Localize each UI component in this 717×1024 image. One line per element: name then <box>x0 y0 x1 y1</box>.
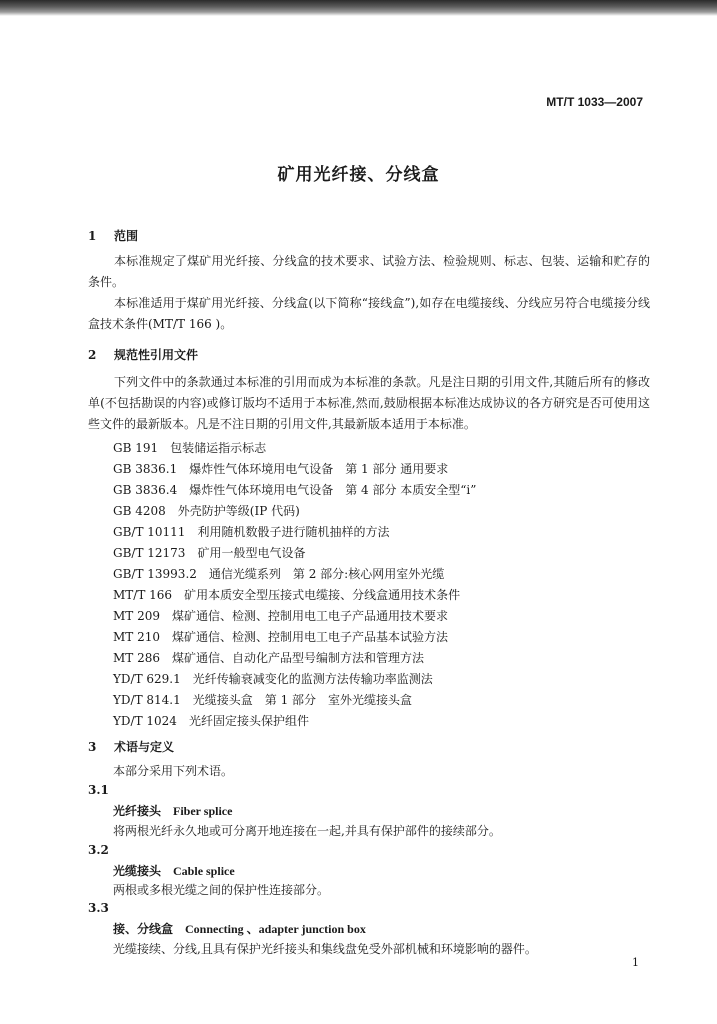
reference-code: GB 191 <box>113 441 159 455</box>
reference-code: MT 210 <box>113 630 161 644</box>
reference-item <box>113 523 389 540</box>
reference-item <box>113 628 448 645</box>
section-1-paragraph-2: 本标准适用于煤矿用光纤接、分线盒(以下简称“接线盒”),如存在电缆接线、分线应另符合电缆接分线盒技术条件(MT/T 166 )。 <box>88 296 650 331</box>
reference-title: 包装储运指示标志 <box>170 441 267 455</box>
section-number: 1 <box>88 229 97 243</box>
section-3-heading <box>88 738 174 755</box>
reference-code: GB/T 13993.2 <box>113 567 197 581</box>
reference-title: 光纤传输衰减变化的监测方法传输功率监测法 <box>192 672 433 686</box>
clause-number: 3.3 <box>88 901 109 915</box>
clause-number: 3.2 <box>88 843 109 857</box>
document-title: 矿用光纤接、分线盒 <box>277 165 440 185</box>
reference-code: GB 3836.4 <box>113 483 178 497</box>
reference-title: 光纤固定接头保护组件 <box>188 714 309 728</box>
term-heading <box>113 862 235 879</box>
reference-code: MT/T 166 <box>113 588 173 602</box>
reference-title: 外壳防护等级(IP 代码) <box>177 504 300 518</box>
section-title: 规范性引用文件 <box>114 348 199 362</box>
section-1-paragraph-1: 本标准规定了煤矿用光纤接、分线盒的技术要求、试验方法、检验规则、标志、包装、运输和贮存的条件。 <box>88 254 650 289</box>
reference-code: MT 209 <box>113 609 161 623</box>
reference-code: GB 3836.1 <box>113 462 178 476</box>
reference-title: 光缆接头盒 第 1 部分 室外光缆接头盒 <box>192 693 413 707</box>
reference-item <box>113 544 305 561</box>
reference-item <box>113 691 412 708</box>
term-cn: 光缆接头 <box>113 864 162 878</box>
reference-code: YD/T 1024 <box>113 714 177 728</box>
reference-title: 煤矿通信、检测、控制用电工电子产品基本试验方法 <box>172 630 449 644</box>
reference-item <box>113 607 448 624</box>
section-title: 范围 <box>114 229 139 243</box>
reference-item <box>113 649 424 666</box>
reference-item <box>113 670 433 687</box>
term-en: Connecting 、adapter junction box <box>185 922 366 936</box>
section-3-intro: 本部分采用下列术语。 <box>113 764 234 778</box>
reference-item <box>113 712 309 729</box>
reference-item <box>113 502 300 519</box>
section-number: 2 <box>88 348 97 362</box>
reference-code: YD/T 814.1 <box>113 693 181 707</box>
term-en: Fiber splice <box>173 804 233 818</box>
term-cn: 接、分线盒 <box>113 922 174 936</box>
reference-item <box>113 565 444 582</box>
section-title: 术语与定义 <box>114 740 175 754</box>
reference-code: GB 4208 <box>113 504 166 518</box>
reference-item <box>113 481 476 498</box>
reference-item <box>113 460 448 477</box>
term-heading <box>113 802 232 819</box>
term-cn: 光纤接头 <box>113 804 162 818</box>
term-heading <box>113 920 366 937</box>
reference-title: 爆炸性气体环境用电气设备 第 4 部分 本质安全型“i” <box>189 483 477 497</box>
scan-edge <box>0 0 717 16</box>
reference-code: GB/T 10111 <box>113 525 186 539</box>
section-number: 3 <box>88 740 97 754</box>
reference-title: 矿用本质安全型压接式电缆接、分线盒通用技术条件 <box>184 588 461 602</box>
reference-title: 煤矿通信、检测、控制用电工电子产品通用技术要求 <box>172 609 449 623</box>
reference-title: 爆炸性气体环境用电气设备 第 1 部分 通用要求 <box>189 462 449 476</box>
page-number: 1 <box>632 956 639 969</box>
term-en: Cable splice <box>173 864 235 878</box>
standard-number: MT/T 1033—2007 <box>546 95 643 109</box>
term-definition: 将两根光纤永久地或可分离开地连接在一起,并具有保护部件的接续部分。 <box>113 824 501 838</box>
reference-title: 通信光缆系列 第 2 部分:核心网用室外光缆 <box>208 567 445 581</box>
reference-title: 煤矿通信、自动化产品型号编制方法和管理方法 <box>172 651 425 665</box>
reference-item <box>113 586 460 603</box>
reference-code: GB/T 12173 <box>113 546 186 560</box>
term-definition: 两根或多根光缆之间的保护性连接部分。 <box>113 883 330 897</box>
reference-title: 利用随机数骰子进行随机抽样的方法 <box>197 525 390 539</box>
reference-code: MT 286 <box>113 651 161 665</box>
reference-item <box>113 439 266 456</box>
section-2-heading <box>88 346 198 363</box>
term-definition: 光缆接续、分线,且具有保护光纤接头和集线盘免受外部机械和环境影响的器件。 <box>113 942 537 956</box>
section-2-intro: 下列文件中的条款通过本标准的引用而成为本标准的条款。凡是注日期的引用文件,其随后所有的修改单(不包括勘误的内容)或修订版均不适用于本标准,然而,鼓励根据本标准达成协议的各方研究是否可使用这些文件的最新版本。凡是不注日期的引用文件,其最新版本适用于本标准。 <box>88 375 650 431</box>
reference-code: YD/T 629.1 <box>113 672 181 686</box>
reference-title: 矿用一般型电气设备 <box>197 546 306 560</box>
clause-number: 3.1 <box>88 783 109 797</box>
section-1-heading <box>88 227 138 244</box>
